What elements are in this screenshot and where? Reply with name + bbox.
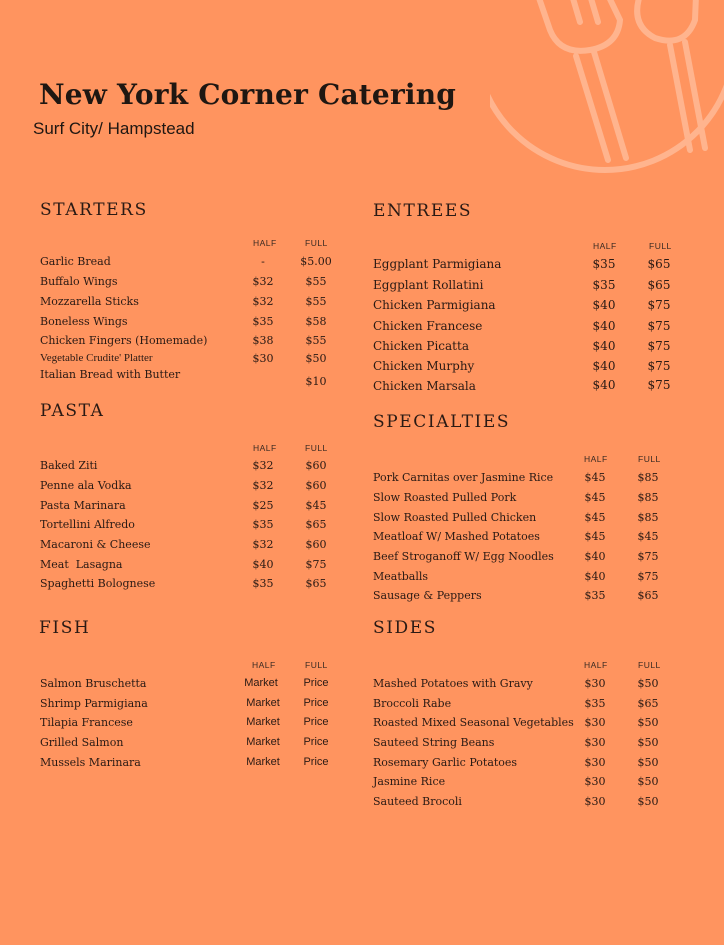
item-half-price: Market — [246, 756, 280, 768]
menu-item — [40, 368, 340, 386]
item-name: Chicken Marsala — [373, 379, 476, 393]
item-name: Slow Roasted Pulled Chicken — [373, 511, 537, 524]
menu-item — [40, 479, 340, 497]
column-header-full: FULL — [305, 660, 328, 670]
item-full-price: $85 — [637, 511, 659, 524]
item-half-price: $35 — [584, 589, 606, 602]
item-name: Chicken Francese — [373, 319, 483, 333]
menu-item — [373, 736, 703, 754]
item-full-price: $55 — [305, 334, 327, 347]
item-half-price: $25 — [252, 499, 274, 512]
item-name: Penne ala Vodka — [40, 479, 132, 492]
menu-item — [40, 677, 340, 695]
item-half-price: $40 — [592, 359, 616, 373]
item-full-price: $50 — [637, 775, 659, 788]
column-header-half: HALF — [593, 241, 617, 251]
item-full-price: $65 — [647, 278, 671, 292]
menu-item — [40, 315, 340, 333]
menu-item — [373, 319, 703, 337]
item-full-price: $65 — [305, 577, 327, 590]
menu-item — [373, 491, 703, 509]
item-full-price: $10 — [305, 375, 327, 388]
menu-item — [40, 459, 340, 477]
item-full-price: $55 — [305, 295, 327, 308]
item-name: Sauteed String Beans — [373, 736, 495, 749]
item-half-price: Market — [246, 716, 280, 728]
page-title: New York Corner Catering — [39, 78, 457, 111]
item-half-price: - — [261, 255, 265, 268]
item-name: Rosemary Garlic Potatoes — [373, 756, 518, 769]
item-name: Jasmine Rice — [373, 775, 446, 788]
item-name: Shrimp Parmigiana — [40, 697, 148, 710]
item-name: Meatloaf W/ Mashed Potatoes — [373, 530, 540, 543]
menu-item — [40, 558, 340, 576]
item-name: Grilled Salmon — [40, 736, 124, 749]
item-half-price: $35 — [592, 257, 616, 271]
column-header-half: HALF — [253, 443, 277, 453]
menu-item — [373, 359, 703, 377]
item-full-price: $65 — [647, 257, 671, 271]
item-name: Vegetable Crudite' Platter — [40, 352, 153, 364]
item-half-price: $32 — [252, 459, 274, 472]
menu-item — [40, 577, 340, 595]
item-name: Meatballs — [373, 570, 429, 583]
column-header-half: HALF — [584, 454, 608, 464]
item-half-price: Market — [244, 677, 278, 689]
item-full-price: $85 — [637, 471, 659, 484]
item-full-price: $65 — [305, 518, 327, 531]
item-half-price: $40 — [584, 550, 606, 563]
menu-item — [40, 518, 340, 536]
item-name: Italian Bread with Butter — [40, 368, 181, 381]
menu-item — [373, 697, 703, 715]
menu-item — [373, 471, 703, 489]
item-name: Chicken Parmigiana — [373, 298, 496, 312]
menu-item — [40, 295, 340, 313]
item-half-price: $30 — [584, 677, 606, 690]
item-full-price: $45 — [305, 499, 327, 512]
menu-item — [40, 255, 340, 273]
item-half-price: $45 — [584, 471, 606, 484]
item-full-price: $75 — [647, 298, 671, 312]
item-full-price: $85 — [637, 491, 659, 504]
item-half-price: $35 — [252, 577, 274, 590]
item-full-price: Price — [303, 756, 329, 768]
menu-item — [373, 570, 703, 588]
item-full-price: $75 — [647, 319, 671, 333]
menu-item — [373, 339, 703, 357]
item-full-price: $50 — [637, 677, 659, 690]
menu-item — [373, 716, 703, 734]
item-name: Garlic Bread — [40, 255, 111, 268]
item-full-price: Price — [303, 736, 329, 748]
item-full-price: $65 — [637, 697, 659, 710]
section-title-fish: FISH — [39, 618, 91, 638]
item-name: Sausage & Peppers — [373, 589, 482, 602]
item-half-price: Market — [246, 736, 280, 748]
item-half-price: $40 — [592, 319, 616, 333]
item-half-price: $40 — [592, 378, 616, 392]
item-full-price: Price — [303, 716, 329, 728]
item-half-price: $32 — [252, 538, 274, 551]
item-full-price: $50 — [305, 352, 327, 365]
item-half-price: $40 — [584, 570, 606, 583]
item-name: Salmon Bruschetta — [40, 677, 147, 690]
menu-item — [373, 795, 703, 813]
menu-item — [40, 716, 340, 734]
menu-item — [373, 278, 703, 296]
item-half-price: $30 — [252, 352, 274, 365]
item-full-price: $75 — [647, 378, 671, 392]
item-name: Beef Stroganoff W/ Egg Noodles — [373, 550, 554, 563]
item-full-price: Price — [303, 697, 329, 709]
section-title-entrees: ENTREES — [373, 201, 473, 221]
column-header-full: FULL — [638, 660, 661, 670]
item-half-price: $35 — [592, 278, 616, 292]
item-name: Mussels Marinara — [40, 756, 141, 769]
menu-item — [373, 530, 703, 548]
menu-item — [40, 499, 340, 517]
column-header-full: FULL — [649, 241, 672, 251]
menu-item — [373, 511, 703, 529]
item-name: Slow Roasted Pulled Pork — [373, 491, 517, 504]
item-half-price: $30 — [584, 775, 606, 788]
item-name: Tilapia Francese — [40, 716, 133, 729]
item-half-price: $32 — [252, 295, 274, 308]
item-half-price: $38 — [252, 334, 274, 347]
item-full-price: $75 — [647, 339, 671, 353]
item-full-price: $65 — [637, 589, 659, 602]
column-header-full: FULL — [305, 238, 328, 248]
menu-item — [373, 257, 703, 275]
item-full-price: $50 — [637, 716, 659, 729]
item-name: Mozzarella Sticks — [40, 295, 139, 308]
item-half-price: $40 — [592, 298, 616, 312]
item-full-price: $50 — [637, 795, 659, 808]
item-name: Pork Carnitas over Jasmine Rice — [373, 471, 554, 484]
item-full-price: $75 — [305, 558, 327, 571]
item-half-price: $45 — [584, 530, 606, 543]
menu-item — [373, 379, 703, 397]
item-half-price: $30 — [584, 795, 606, 808]
item-full-price: $75 — [647, 359, 671, 373]
item-full-price: $58 — [305, 315, 327, 328]
item-full-price: $5.00 — [300, 255, 332, 268]
item-name: Sauteed Brocoli — [373, 795, 462, 808]
item-half-price: $40 — [252, 558, 274, 571]
item-name: Baked Ziti — [40, 459, 98, 472]
menu-item — [373, 589, 703, 607]
item-name: Buffalo Wings — [40, 275, 118, 288]
menu-item — [40, 275, 340, 293]
item-name: Boneless Wings — [40, 315, 128, 328]
item-full-price: $60 — [305, 459, 327, 472]
item-full-price: Price — [303, 677, 329, 689]
item-name: Tortellini Alfredo — [40, 518, 135, 531]
section-title-pasta: PASTA — [40, 401, 105, 421]
item-name: Chicken Murphy — [373, 359, 475, 373]
column-header-half: HALF — [252, 660, 276, 670]
item-half-price: $35 — [584, 697, 606, 710]
item-half-price: $45 — [584, 491, 606, 504]
item-half-price: $30 — [584, 716, 606, 729]
item-full-price: $50 — [637, 736, 659, 749]
section-title-specialties: SPECIALTIES — [373, 412, 511, 432]
item-half-price: $35 — [252, 315, 274, 328]
item-name: Eggplant Parmigiana — [373, 257, 502, 271]
item-full-price: $75 — [637, 550, 659, 563]
item-name: Chicken Fingers (Homemade) — [40, 334, 208, 347]
item-name: Roasted Mixed Seasonal Vegetables — [373, 716, 574, 729]
column-header-full: FULL — [638, 454, 661, 464]
item-full-price: $50 — [637, 756, 659, 769]
item-full-price: $60 — [305, 479, 327, 492]
menu-item — [40, 756, 340, 774]
section-title-sides: SIDES — [373, 618, 438, 638]
item-name: Eggplant Rollatini — [373, 278, 484, 292]
item-name: Macaroni & Cheese — [40, 538, 151, 551]
menu-item — [373, 550, 703, 568]
item-full-price: $60 — [305, 538, 327, 551]
menu-item — [40, 736, 340, 754]
menu-item — [373, 677, 703, 695]
item-full-price: $55 — [305, 275, 327, 288]
item-name: Broccoli Rabe — [373, 697, 452, 710]
column-header-full: FULL — [305, 443, 328, 453]
menu-item — [40, 334, 340, 352]
item-half-price: $32 — [252, 275, 274, 288]
column-header-half: HALF — [584, 660, 608, 670]
section-title-starters: STARTERS — [40, 200, 148, 220]
item-half-price: Market — [246, 697, 280, 709]
item-half-price: $45 — [584, 511, 606, 524]
item-name: Meat Lasagna — [40, 558, 123, 571]
item-name: Mashed Potatoes with Gravy — [373, 677, 533, 690]
item-half-price: $40 — [592, 339, 616, 353]
menu-item — [373, 298, 703, 316]
item-full-price: $45 — [637, 530, 659, 543]
item-full-price: $75 — [637, 570, 659, 583]
item-half-price: $30 — [584, 756, 606, 769]
menu-item — [40, 538, 340, 556]
item-half-price: $35 — [252, 518, 274, 531]
column-header-half: HALF — [253, 238, 277, 248]
item-name: Chicken Picatta — [373, 339, 469, 353]
fork-and-spoon-icon — [490, 0, 724, 175]
item-half-price: $30 — [584, 736, 606, 749]
item-name: Spaghetti Bolognese — [40, 577, 156, 590]
item-name: Pasta Marinara — [40, 499, 126, 512]
item-half-price: $32 — [252, 479, 274, 492]
menu-item — [373, 775, 703, 793]
page-subtitle: Surf City/ Hampstead — [33, 119, 195, 138]
menu-item — [40, 697, 340, 715]
menu-item — [373, 756, 703, 774]
